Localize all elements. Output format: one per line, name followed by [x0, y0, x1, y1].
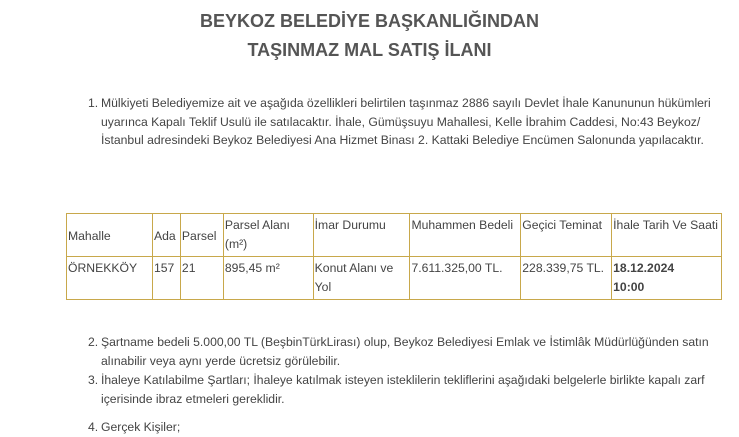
header-mahalle: Mahalle — [67, 214, 153, 257]
cell-ada: 157 — [152, 257, 180, 300]
cell-mahalle: ÖRNEKKÖY — [67, 257, 153, 300]
item-number-1: 1. — [88, 96, 99, 110]
cell-gecici-teminat: 228.339,75 TL. — [521, 257, 612, 300]
page-title-line-2: TAŞINMAZ MAL SATIŞ İLANI — [247, 40, 492, 60]
item-text-1: Mülkiyeti Belediyemize ait ve aşağıda özellikleri belirtilen taşınmaz 2886 sayılı Devlet İhale Kanununun hükümleri uyarınca Kapalı Teklif Usulü ile satılacaktır. İhale, Gümüşsuyu Mahallesi, Kelle İbrahim Caddesi, No:43 Beykoz/İstanbul adresindeki Beykoz Belediyesi Ana Hizmet Binası 2. Kattaki Belediye Encümen Salonunda yapılacaktır. — [101, 96, 711, 147]
header-ada: Ada — [152, 214, 180, 257]
table-header-row — [67, 214, 722, 257]
item-text-2: Şartname bedeli 5.000,00 TL (BeşbinTürkLirası) olup, Beykoz Belediyesi Emlak ve İstimlâk Müdürlüğünden satın alınabilir veya aynı yerde ücretsiz görülebilir. — [101, 335, 709, 368]
item-text-3: İhaleye Katılabilme Şartları; İhaleye katılmak isteyen isteklilerin tekliflerini aşağıdaki belgelerle birlikte kapalı zarf içerisinde ibraz etmeleri gereklidir. — [101, 373, 705, 406]
property-table — [66, 213, 722, 300]
cell-ihale-tarih: 18.12.2024 — [613, 261, 675, 275]
cell-ihale-saat: 10:00 — [613, 280, 645, 294]
cell-ihale-tarih-saati — [612, 257, 722, 300]
cell-imar-durumu: Konut Alanı ve Yol — [313, 257, 410, 300]
header-muhammen-bedeli: Muhammen Bedeli — [410, 214, 521, 257]
header-imar-durumu: İmar Durumu — [313, 214, 410, 257]
cell-parsel-alani: 895,45 m² — [223, 257, 313, 300]
header-gecici-teminat: Geçici Teminat — [521, 214, 612, 257]
item-number-4: 4. — [88, 420, 99, 434]
header-parsel-alani: Parsel Alanı (m²) — [223, 214, 313, 257]
page-title-line-1: BEYKOZ BELEDİYE BAŞKANLIĞINDAN — [199, 11, 540, 31]
item-text-4: Gerçek Kişiler; — [101, 420, 181, 434]
item-number-2: 2. — [88, 335, 99, 349]
item-number-3: 3. — [88, 373, 99, 387]
table-row — [67, 257, 722, 300]
header-parsel: Parsel — [180, 214, 223, 257]
cell-parsel: 21 — [180, 257, 223, 300]
cell-muhammen-bedeli: 7.611.325,00 TL. — [410, 257, 521, 300]
header-ihale-tarih-saati: İhale Tarih Ve Saati — [612, 214, 722, 257]
